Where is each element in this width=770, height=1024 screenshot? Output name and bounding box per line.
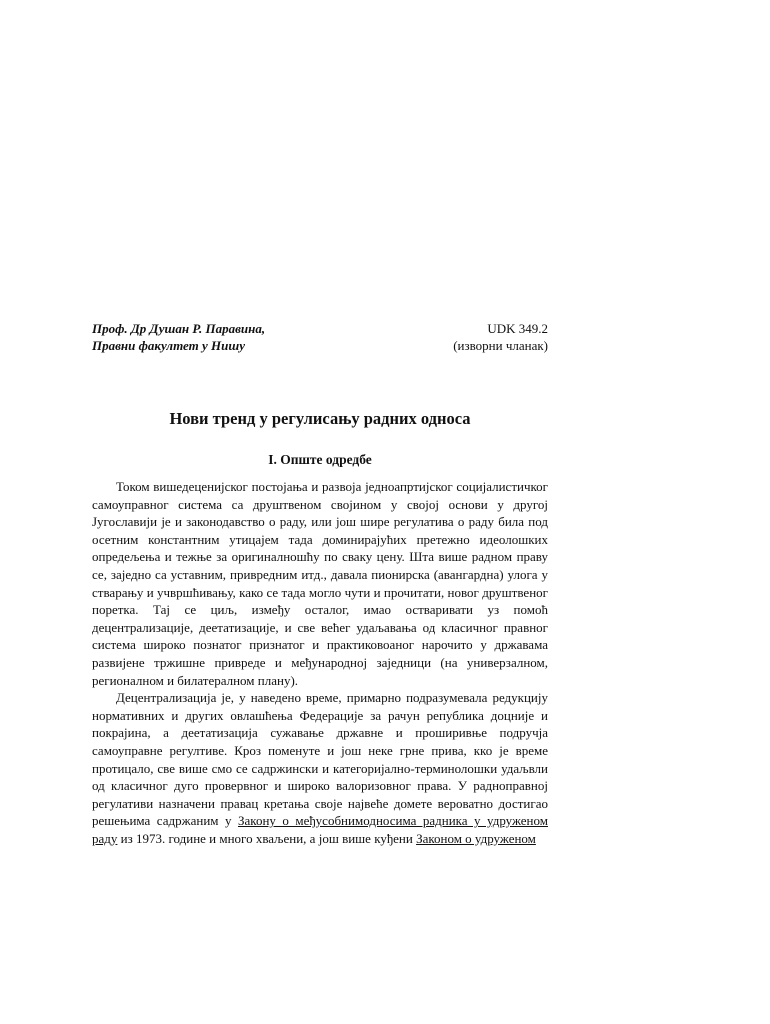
classification-block bbox=[453, 320, 548, 354]
article-meta bbox=[92, 320, 548, 354]
paragraph-2-middle: из 1973. године и много хваљени, а још више куђени bbox=[120, 830, 413, 846]
author-affiliation: Правни факултет у Нишу bbox=[92, 338, 245, 353]
law-reference-2: Законом о удруженом bbox=[416, 830, 536, 846]
law-reference-1: Закону о међусобнимодносима радника у удруженом раду bbox=[92, 813, 548, 846]
article-type: (изворни чланак) bbox=[453, 338, 548, 353]
document-page bbox=[92, 320, 548, 847]
paragraph-1: Током вишедеценијског постојања и развоја једноапртијског социјалистичког самоуправног система са друштвеном својином у својој основи у другој Југославији је и законодавство о раду, или још шире регулатива о раду била под осетним константним утицајем тада доминирајућих претежно идеолошких опредељења и тежње за оригиналношћу по сваку цену. Шта више радном праву се, заједно са уставним, привредним итд., давала пионирска (авангардна) улога у стварању и учвршћивању, како се тада могло чути и прочитати, новог друштвеног поретка. Тај се циљ, између осталог, имао остваривати уз помоћ децентрализације, деетатизације, и све већег удаљавања од класичног правног система широко познатог признатог и практиковоаног нарочито у државама развијене тржишне привреде и међународној заједници (на универзалном, регионалном и билатералном плану). bbox=[92, 479, 548, 688]
paragraph-2-start: Децентрализација је, у наведено време, примарно подразумевала редукцију нормативних и других овлашћења Федерације за рачун република доцније и покрајина, а деетатизација сужавање државне и проширивње подручја самоуправне регултиве. Кроз поменуте и још неке грне прива, кко је време протицало, све више смо се садржински и категоријално-терминолошки удаљвли од класичног дуго провервног и широко валоризовног права. У радноправној регулативи назначени правац кретања своје највеће домете вероватно достигао решењима садржаним у bbox=[92, 690, 548, 829]
author-name: Проф. Др Душан Р. Паравина, bbox=[92, 321, 266, 336]
author-block bbox=[92, 320, 265, 354]
udk-code: UDK 349.2 bbox=[487, 321, 548, 336]
article-title: Нови тренд у регулисању радних односа bbox=[169, 409, 471, 428]
paragraph-2 bbox=[92, 689, 548, 847]
article-body bbox=[92, 478, 548, 847]
section-heading: I. Опште одредбе bbox=[268, 452, 372, 467]
